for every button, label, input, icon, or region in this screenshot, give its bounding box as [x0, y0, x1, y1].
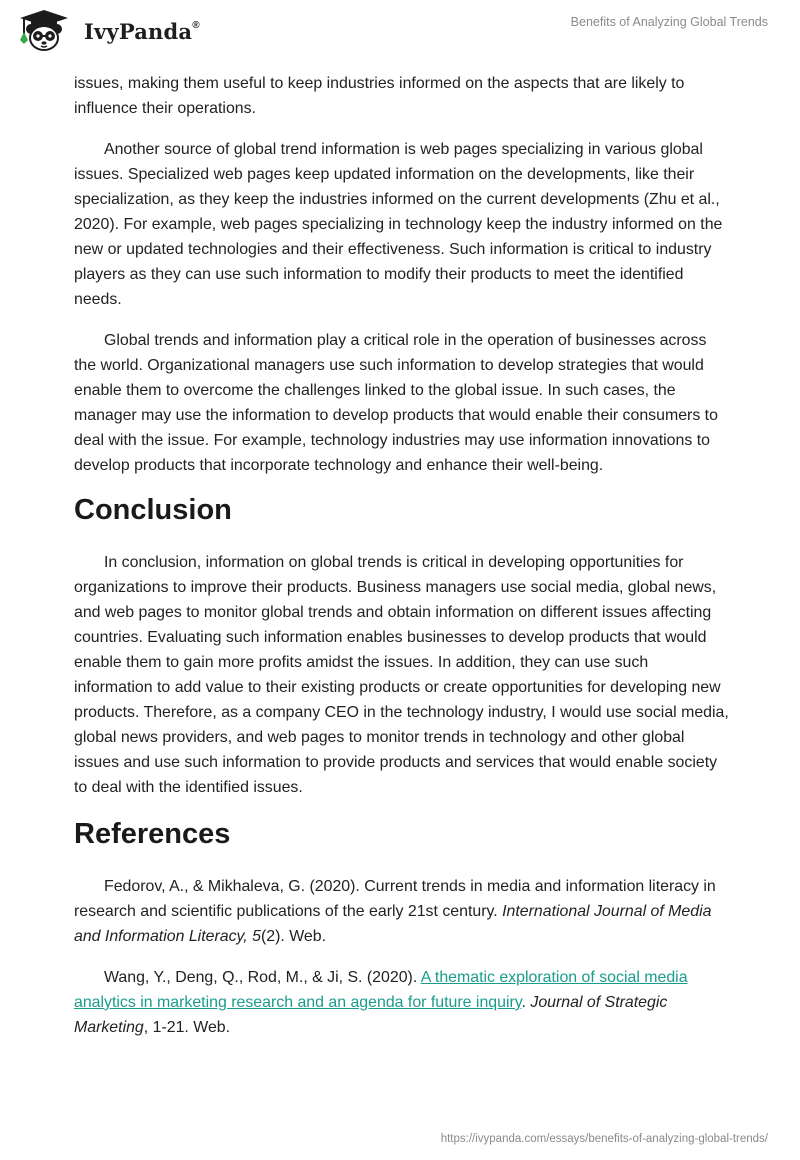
page-header — [0, 0, 800, 60]
reference-item: Wang, Y., Deng, Q., Rod, M., & Ji, S. (2020). A thematic exploration of social media analytics in marketing research and an agenda for future inquiry. Journal of Strategic Marketing, 1-21. Web. — [74, 969, 688, 1036]
brand-name: IvyPanda® — [84, 18, 200, 44]
panda-graduate-icon — [14, 8, 78, 52]
essay-content — [74, 71, 729, 1040]
references-heading: References — [74, 818, 231, 850]
conclusion-paragraph: In conclusion, information on global trends is critical in developing opportunities for organizations to improve their products. Business managers use social media, global news, and web pages to monitor global trends and obtain information on different issues affecting countries. Evaluating such information enables businesses to develop products that would enable them to gain more profits amidst the issues. In addition, they can use such information to add value to their existing products or create opportunities for developing new products. Therefore, as a company CEO in the technology industry, I would use social media, global news providers, and web pages to monitor trends in technology and other global issues and use such information to provide products and services that would enable society to deal with the identified issues. — [74, 554, 729, 796]
reference-journal: Journal of Strategic Marketing — [74, 994, 668, 1036]
paragraph-web-pages: Another source of global trend information is web pages specializing in various global issues. Specialized web pages keep updated information on the developments, like their specialization, as they keep the industries informed on the current developments (Zhu et al., 2020). For example, web pages specializing in technology keep the industry informed on the new or updated technologies and their effectiveness. Such information is critical to industry players as they can use such information to modify their products to meet the identified needs. — [74, 141, 723, 308]
reference-journal: International Journal of Media and Information Literacy, 5 — [74, 903, 712, 945]
ivypanda-logo[interactable] — [14, 8, 200, 52]
reference-link[interactable]: A thematic exploration of social media analytics in marketing research and an agenda for future inquiry — [74, 969, 688, 1011]
footer-url[interactable]: https://ivypanda.com/essays/benefits-of-analyzing-global-trends/ — [440, 1133, 768, 1145]
paragraph-continued: issues, making them useful to keep industries informed on the aspects that are likely to influence their operations. — [74, 75, 685, 117]
paragraph-global-trends-role: Global trends and information play a critical role in the operation of businesses across the world. Organizational managers use such information to develop strategies that would enable them to overcome the challenges linked to the global issue. In such cases, the manager may use the information to develop products that would enable their consumers to deal with the issue. For example, technology industries may use information innovations to develop products that incorporate technology and enhance their well-being. — [74, 332, 718, 474]
conclusion-heading: Conclusion — [74, 494, 232, 526]
reference-item: Fedorov, A., & Mikhaleva, G. (2020). Current trends in media and information literacy in research and scientific publications of the early 21st century. International Journal of Media and Information Literacy, 5(2). Web. — [74, 878, 716, 945]
page-title: Benefits of Analyzing Global Trends — [570, 15, 768, 29]
